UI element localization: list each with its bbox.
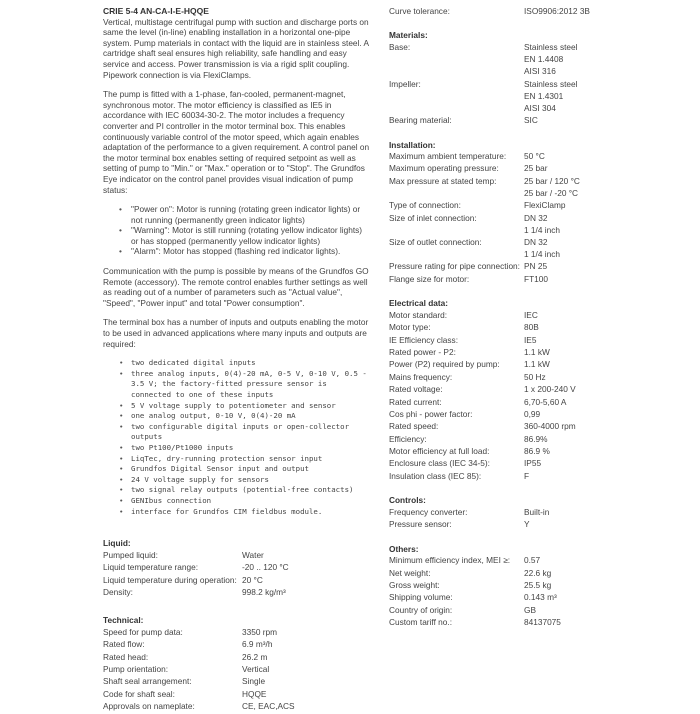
spec-values — [524, 580, 551, 592]
spec-value: F — [524, 470, 530, 481]
spec-label: Code for shaft seal: — [103, 688, 175, 699]
spec-value: Stainless steel — [524, 41, 578, 52]
spec-row — [389, 446, 619, 458]
spec-value: 3350 rpm — [242, 626, 278, 637]
spec-label: Rated flow: — [103, 639, 145, 650]
spec-value: 26.2 m — [242, 651, 268, 662]
spec-values — [524, 568, 551, 580]
spec-row — [389, 261, 619, 273]
spec-row — [389, 605, 619, 617]
liquid-heading: Liquid: — [103, 538, 131, 549]
spec-values — [524, 115, 538, 127]
installation-heading: Installation: — [389, 139, 436, 150]
spec-label: Frequency converter: — [389, 506, 468, 517]
list-item: • "Warning": Motor is still running (rotating yellow indicator lights) or has stopped (permanently yellow indicator lights) — [131, 225, 371, 246]
spec-label: Motor standard: — [389, 309, 448, 320]
spec-value: 0.57 — [524, 555, 541, 566]
spec-row — [389, 163, 619, 175]
spec-row — [389, 434, 619, 446]
spec-label: Shipping volume: — [389, 592, 453, 603]
spec-values — [524, 372, 546, 384]
spec-label: Density: — [103, 586, 133, 597]
spec-label: Country of origin: — [389, 604, 453, 615]
spec-label: Approvals on nameplate: — [103, 701, 195, 712]
spec-value: 360-4000 rpm — [524, 421, 576, 432]
spec-label: Base: — [389, 41, 411, 52]
spec-values — [524, 6, 590, 18]
spec-values — [242, 550, 264, 562]
description-paragraph: Communication with the pump is possible by means of the Grundfos GO Remote (accessory). The remote control enables further settings as well as reading out of a number of parameters such as "Actual value", "Speed", "Power input" and total "Power consumption". — [103, 266, 369, 308]
materials-heading: Materials: — [389, 30, 428, 41]
spec-label: Enclosure class (IEC 34-5): — [389, 458, 490, 469]
spec-label: Cos phi - power factor: — [389, 408, 473, 419]
spec-value: 1.1 kW — [524, 359, 550, 370]
spec-values — [524, 213, 560, 237]
spec-value: 1 1/4 inch — [524, 224, 560, 235]
spec-row — [389, 200, 619, 212]
section — [103, 538, 371, 599]
list-item: • three analog inputs, 0(4)-20 mA, 0-5 V, 0-10 V, 0.5 - 3.5 V; the factory-fitted pressure sensor is connected to one of these inputs — [131, 369, 371, 401]
spec-label: Size of inlet connection: — [389, 212, 477, 223]
spec-value: 25.5 kg — [524, 579, 552, 590]
spec-value: Y — [524, 519, 530, 530]
spec-values — [524, 617, 561, 629]
description-paragraph: Vertical, multistage centrifugal pump with suction and discharge ports on same the level (in-line) enabling installation in a horizontal one-pipe system. Pump materials in contact with the liquid are in stainless steel. A cartridge shaft seal ensures high reliability, safe handling and easy service and access. Power transmission is via a rigid split coupling. Pipework connection is via FlexiClamps. — [103, 16, 369, 80]
list-item: • 24 V voltage supply for sensors — [131, 475, 371, 486]
spec-row — [103, 689, 371, 701]
spec-label: Liquid temperature during operation: — [103, 574, 237, 585]
spec-value: 1.1 kW — [524, 346, 550, 357]
spec-value: IP55 — [524, 458, 542, 469]
spec-value: 0.143 m³ — [524, 592, 557, 603]
spec-values — [242, 639, 272, 651]
spec-label: Curve tolerance: — [389, 6, 450, 16]
spec-row — [389, 347, 619, 359]
spec-values — [524, 42, 578, 79]
spec-label: Rated head: — [103, 651, 149, 662]
spec-row — [103, 575, 371, 587]
spec-values — [524, 163, 548, 175]
spec-row — [103, 639, 371, 651]
spec-value: AISI 316 — [524, 66, 556, 77]
spec-row — [103, 701, 371, 713]
list-item: • two dedicated digital inputs — [131, 358, 371, 369]
spec-label: Motor type: — [389, 322, 431, 333]
spec-row — [389, 409, 619, 421]
spec-values — [524, 384, 576, 396]
spec-value: GB — [524, 604, 536, 615]
spec-label: Pressure sensor: — [389, 519, 452, 530]
spec-value: Single — [242, 676, 266, 687]
spec-label: Motor efficiency at full load: — [389, 446, 490, 457]
spec-label: IE Efficiency class: — [389, 334, 459, 345]
spec-label: Gross weight: — [389, 579, 440, 590]
spec-value: 20 °C — [242, 574, 263, 585]
spec-row — [389, 471, 619, 483]
spec-values — [524, 458, 541, 470]
section — [389, 298, 619, 483]
list-item: • "Power on": Motor is running (rotating green indicator lights) or not running (permanently green indicator lights) — [131, 204, 371, 225]
io-list — [103, 358, 371, 517]
spec-row — [389, 213, 619, 237]
spec-label: Power (P2) required by pump: — [389, 359, 500, 370]
spec-values — [524, 322, 539, 334]
spec-value: 0,99 — [524, 408, 541, 419]
spec-row — [389, 310, 619, 322]
spec-row — [389, 6, 619, 18]
spec-row — [103, 627, 371, 639]
spec-values — [524, 335, 536, 347]
spec-label: Rated voltage: — [389, 384, 443, 395]
spec-value: FlexiClamp — [524, 200, 566, 211]
spec-value: -20 .. 120 °C — [242, 562, 289, 573]
list-item: • two Pt100/Pt1000 inputs — [131, 443, 371, 454]
spec-values — [524, 274, 548, 286]
others-heading: Others: — [389, 543, 419, 554]
spec-row — [103, 587, 371, 599]
description-paragraph: The terminal box has a number of inputs and outputs enabling the motor to be used in advanced applications where many inputs and outputs are required: — [103, 317, 369, 349]
spec-label: Rated speed: — [389, 421, 439, 432]
section — [389, 544, 619, 630]
section — [103, 615, 371, 713]
spec-values — [524, 200, 566, 212]
spec-value: FT100 — [524, 273, 548, 284]
technical-heading: Technical: — [103, 615, 144, 626]
spec-label: Custom tariff no.: — [389, 617, 453, 628]
spec-row — [389, 322, 619, 334]
spec-value: ISO9906:2012 3B — [524, 6, 590, 16]
spec-label: Shaft seal arrangement: — [103, 676, 192, 687]
spec-row — [389, 397, 619, 409]
spec-value: 1 x 200-240 V — [524, 384, 576, 395]
spec-value: Vertical — [242, 664, 270, 675]
spec-values — [242, 652, 267, 664]
spec-row — [389, 274, 619, 286]
spec-row — [103, 562, 371, 574]
spec-values — [242, 676, 265, 688]
spec-label: Rated current: — [389, 396, 442, 407]
spec-label: Liquid temperature range: — [103, 562, 199, 573]
spec-value: Water — [242, 549, 264, 560]
spec-values — [524, 176, 580, 200]
specs-column — [389, 6, 619, 630]
spec-label: Net weight: — [389, 567, 431, 578]
spec-label: Max pressure at stated temp: — [389, 175, 497, 186]
spec-value: IE5 — [524, 334, 537, 345]
spec-values — [524, 507, 549, 519]
spec-row — [389, 592, 619, 604]
spec-values — [524, 471, 529, 483]
curve-tolerance-row — [389, 6, 619, 18]
spec-values — [242, 689, 266, 701]
spec-value: CE, EAC,ACS — [242, 701, 295, 712]
spec-row — [389, 458, 619, 470]
list-item: • 5 V voltage supply to potentiometer and sensor — [131, 401, 371, 412]
controls-heading: Controls: — [389, 495, 426, 506]
spec-values — [524, 434, 548, 446]
spec-values — [242, 627, 277, 639]
spec-value: 22.6 kg — [524, 567, 552, 578]
spec-value: HQQE — [242, 688, 267, 699]
spec-label: Pressure rating for pipe connection: — [389, 261, 520, 272]
spec-row — [103, 676, 371, 688]
spec-row — [389, 372, 619, 384]
product-title: CRIE 5-4 AN-CA-I-E-HQQE — [103, 6, 209, 16]
description-column — [103, 6, 371, 714]
spec-value: 50 Hz — [524, 371, 546, 382]
spec-row — [103, 652, 371, 664]
list-item: • one analog output, 0-10 V, 0(4)-20 mA — [131, 411, 371, 422]
spec-label: Insulation class (IEC 85): — [389, 470, 482, 481]
spec-value: 25 bar — [524, 163, 548, 174]
spec-row — [389, 176, 619, 200]
section — [389, 495, 619, 531]
spec-values — [524, 605, 536, 617]
spec-value: 86.9% — [524, 433, 548, 444]
spec-values — [524, 261, 547, 273]
spec-value: Built-in — [524, 506, 550, 517]
spec-label: Impeller: — [389, 78, 421, 89]
spec-label: Rated power - P2: — [389, 346, 456, 357]
spec-value: IEC — [524, 309, 538, 320]
spec-values — [242, 562, 289, 574]
spec-values — [242, 575, 263, 587]
spec-values — [524, 409, 540, 421]
spec-value: 1 1/4 inch — [524, 249, 560, 260]
spec-row — [389, 421, 619, 433]
list-item: • two configurable digital inputs or open-collector outputs — [131, 422, 371, 443]
list-item: • two signal relay outputs (potential-free contacts) — [131, 485, 371, 496]
spec-values — [524, 519, 530, 531]
description-paragraph: The pump is fitted with a 1-phase, fan-cooled, permanent-magnet, synchronous motor. The motor efficiency is classified as IE5 in accordance with IEC 60034-30-2. The motor includes a frequency converter and PI controller in the motor terminal box. This enables continuously variable control of the motor speed, which again enables adaptation of the performance to a given requirement. A control panel on the motor terminal box enables setting of required setpoint as well as setting of pump to "Min." or "Max." operation or to "Stop". The Grundfos Eye indicator on the control panel provides visual indication of pump status: — [103, 89, 370, 195]
list-item: • "Alarm": Motor has stopped (flashing red indicator lights). — [131, 246, 371, 257]
spec-row — [389, 617, 619, 629]
spec-label: Flange size for motor: — [389, 273, 470, 284]
spec-values — [524, 446, 550, 458]
spec-values — [524, 151, 545, 163]
spec-value: 25 bar / 120 °C — [524, 175, 580, 186]
spec-values — [242, 701, 295, 713]
spec-value: 84137075 — [524, 617, 561, 628]
spec-value: 998.2 kg/m³ — [242, 586, 286, 597]
spec-values — [524, 421, 576, 433]
list-item: • GENIbus connection — [131, 496, 371, 507]
spec-label: Type of connection: — [389, 200, 461, 211]
spec-label: Maximum operating pressure: — [389, 163, 499, 174]
list-item: • LiqTec, dry-running protection sensor input — [131, 454, 371, 465]
electrical-heading: Electrical data: — [389, 298, 449, 309]
spec-values — [524, 347, 550, 359]
spec-value: AISI 304 — [524, 102, 556, 113]
list-item: • Grundfos Digital Sensor input and output — [131, 464, 371, 475]
spec-value: SIC — [524, 115, 538, 126]
spec-value: 6,70-5,60 A — [524, 396, 567, 407]
spec-values — [524, 592, 557, 604]
spec-label: Pumped liquid: — [103, 549, 158, 560]
spec-label: Bearing material: — [389, 115, 452, 126]
spec-row — [389, 151, 619, 163]
spec-row — [389, 237, 619, 261]
spec-value: DN 32 — [524, 212, 548, 223]
spec-values — [524, 397, 566, 409]
spec-row — [389, 507, 619, 519]
status-list — [103, 204, 371, 257]
spec-value: 6.9 m³/h — [242, 639, 273, 650]
spec-value: EN 1.4301 — [524, 90, 564, 101]
spec-row — [389, 42, 619, 79]
spec-label: Speed for pump data: — [103, 626, 183, 637]
spec-label: Size of outlet connection: — [389, 237, 482, 248]
spec-value: EN 1.4408 — [524, 54, 564, 65]
spec-row — [389, 79, 619, 116]
spec-value: 50 °C — [524, 151, 545, 162]
spec-row — [389, 384, 619, 396]
spec-label: Efficiency: — [389, 433, 427, 444]
spec-value: 80B — [524, 322, 539, 333]
spec-values — [242, 664, 269, 676]
spec-label: Mains frequency: — [389, 371, 453, 382]
spec-label: Minimum efficiency index, MEI ≥: — [389, 555, 511, 566]
section — [389, 30, 619, 127]
spec-row — [389, 555, 619, 567]
spec-value: Stainless steel — [524, 78, 578, 89]
spec-row — [389, 359, 619, 371]
spec-value: PN 25 — [524, 261, 548, 272]
spec-values — [524, 79, 578, 116]
spec-row — [389, 335, 619, 347]
spec-row — [103, 550, 371, 562]
spec-values — [524, 555, 540, 567]
spec-value: 25 bar / -20 °C — [524, 188, 579, 199]
spec-values — [242, 587, 286, 599]
spec-row — [389, 580, 619, 592]
spec-values — [524, 237, 560, 261]
list-item: • interface for Grundfos CIM fieldbus module. — [131, 507, 371, 518]
spec-values — [524, 359, 550, 371]
spec-row — [389, 115, 619, 127]
section — [389, 140, 619, 287]
spec-value: DN 32 — [524, 237, 548, 248]
spec-label: Maximum ambient temperature: — [389, 151, 507, 162]
spec-row — [103, 664, 371, 676]
spec-row — [389, 568, 619, 580]
spec-row — [389, 519, 619, 531]
spec-label: Pump orientation: — [103, 664, 169, 675]
spec-value: 86.9 % — [524, 446, 550, 457]
spec-values — [524, 310, 538, 322]
